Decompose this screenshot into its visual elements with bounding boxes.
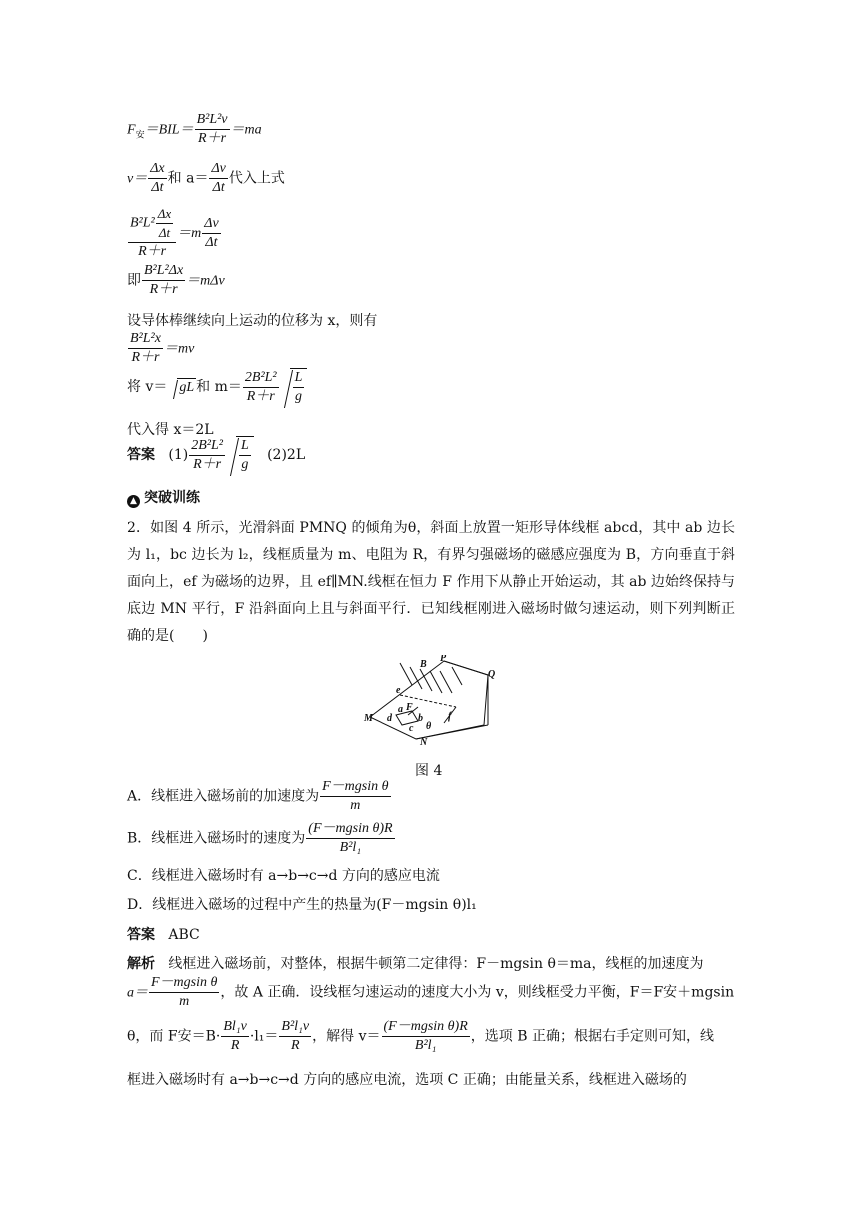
label-c: c bbox=[409, 723, 414, 734]
option-a bbox=[127, 778, 392, 815]
analysis-label: 解析 bbox=[127, 956, 155, 972]
field-arrow bbox=[452, 667, 462, 685]
frac-num bbox=[128, 205, 176, 243]
eq-velocity-def bbox=[127, 160, 285, 197]
frac-den: R bbox=[230, 1038, 240, 1053]
eq-substitute-values bbox=[127, 368, 307, 406]
frac-den: m bbox=[179, 994, 190, 1009]
frac-num: (F－mgsin θ)R bbox=[306, 820, 394, 839]
frac-num: 2B²L² bbox=[243, 369, 279, 388]
frac-den: m bbox=[350, 798, 361, 813]
radicand bbox=[236, 436, 254, 474]
incline-edge bbox=[444, 661, 488, 675]
label-d: d bbox=[387, 713, 392, 724]
fraction bbox=[149, 974, 219, 1011]
frac-den: R bbox=[291, 1038, 300, 1053]
frac-num: 2B²L² bbox=[189, 437, 225, 456]
label-e: e bbox=[396, 685, 401, 696]
eq-text: B²L² bbox=[130, 215, 155, 231]
frac-den: R＋r bbox=[138, 244, 167, 259]
frac-den: Δt bbox=[151, 180, 164, 195]
eq-text: 即 bbox=[127, 272, 141, 289]
frac-num: F－mgsin θ bbox=[320, 778, 390, 797]
fraction bbox=[195, 111, 230, 148]
answer-1 bbox=[127, 436, 305, 474]
analysis-text: ，解得 v＝ bbox=[312, 1028, 381, 1045]
frac-num: B²L²x bbox=[128, 330, 163, 349]
section-title bbox=[127, 487, 200, 508]
option-text: B．线框进入磁场时的速度为 bbox=[127, 830, 306, 847]
fraction bbox=[142, 262, 185, 299]
label-f-force: F bbox=[406, 702, 413, 713]
frac-den: R＋r bbox=[193, 456, 222, 472]
eq-sub: 安 bbox=[135, 130, 145, 141]
frac-den: g bbox=[295, 389, 303, 404]
frac-num: B²l₁v bbox=[279, 1018, 311, 1037]
fraction bbox=[306, 820, 394, 857]
label-b-corner: b bbox=[418, 713, 423, 724]
fraction bbox=[239, 437, 251, 474]
label-m: M bbox=[364, 713, 373, 724]
eq-text: ＝mv bbox=[163, 341, 195, 357]
analysis-line-1 bbox=[127, 954, 704, 974]
eq-text: 和 a＝ bbox=[167, 170, 209, 187]
label-a: a bbox=[398, 704, 403, 715]
question-text: 2．如图 4 所示，光滑斜面 PMNQ 的倾角为θ，斜面上放置一矩形导体线框 abcd，其中 ab 边长为 l₁，bc 边长为 l₂，线框质量为 m、电阻为 R，有界匀强磁场的磁感应强度为 B，方向垂直于斜面向上，ef 为磁场的边界，且 ef∥MN.线框在恒力 F 作用下从静止开始运动，其 ab 边始终保持与底边 MN 平行，F 沿斜面向上且与斜面平行．已知线框刚进入磁场时做匀速运动，则下列判断正确的是( ) bbox=[127, 520, 735, 644]
fraction bbox=[209, 160, 227, 197]
fraction bbox=[221, 1018, 249, 1055]
frac-den: B²l₁ bbox=[339, 840, 362, 855]
eq-text: 代入上式 bbox=[228, 170, 285, 187]
frac-den: B²l₁ bbox=[414, 1038, 437, 1053]
sqrt bbox=[226, 436, 254, 474]
answer-label: 答案 bbox=[127, 447, 155, 463]
derivation-result: 代入得 x＝2L bbox=[127, 422, 214, 438]
frac-den: Δt bbox=[158, 225, 171, 240]
eq-text: 将 v＝ bbox=[127, 379, 168, 395]
frac-den: R＋r bbox=[149, 282, 178, 297]
eq-momentum bbox=[127, 262, 225, 299]
frac-num: Δv bbox=[209, 160, 227, 179]
triangle-icon: ▲ bbox=[127, 495, 140, 508]
label-theta: θ bbox=[426, 721, 432, 732]
analysis-line-2 bbox=[127, 974, 734, 1011]
fraction bbox=[128, 330, 163, 367]
answer-2 bbox=[127, 925, 200, 945]
frac-num: Δx bbox=[148, 160, 166, 179]
frac-den: R＋r bbox=[246, 388, 275, 404]
frac-num: Δx bbox=[156, 205, 173, 224]
frac-den: Δt bbox=[212, 180, 225, 195]
analysis-text: 线框进入磁场前，对整体，根据牛顿第二定律得：F－mgsin θ＝ma，线框的加速度为 bbox=[168, 956, 704, 972]
analysis-text: ·l₁＝ bbox=[249, 1028, 279, 1045]
label-f: f bbox=[448, 711, 452, 722]
fraction bbox=[320, 778, 390, 815]
frac-num: L bbox=[293, 369, 305, 388]
eq-text: ＝BIL＝ bbox=[144, 122, 194, 138]
sqrt bbox=[167, 378, 196, 397]
option-text: A．线框进入磁场前的加速度为 bbox=[127, 788, 320, 805]
eq-substituted bbox=[127, 205, 222, 261]
section-title-text: 突破训练 bbox=[144, 490, 200, 506]
frac-num: B²L²v bbox=[195, 111, 230, 130]
figure-caption: 图 4 bbox=[415, 763, 443, 779]
label-b: B bbox=[420, 659, 427, 670]
eq-ampere-force bbox=[127, 111, 262, 148]
analysis-line-3 bbox=[127, 1018, 714, 1055]
label-n: N bbox=[420, 737, 428, 748]
fraction bbox=[148, 160, 166, 197]
analysis-text: ，故 A 正确．设线框匀速运动的速度大小为 v，则线框受力平衡，F＝F安＋mgsin bbox=[220, 984, 735, 1001]
option-d: D．线框进入磁场的过程中产生的热量为(F－mgsin θ)l₁ bbox=[127, 897, 477, 913]
fraction bbox=[293, 369, 305, 406]
eq-text: 和 m＝ bbox=[196, 379, 242, 395]
eq-text: ＝m bbox=[177, 226, 202, 241]
answer-value: ABC bbox=[168, 927, 200, 943]
radicand bbox=[290, 368, 308, 406]
eq-text: v＝ bbox=[127, 171, 148, 187]
answer-label: 答案 bbox=[127, 927, 155, 943]
fraction bbox=[382, 1018, 470, 1055]
radicand: gL bbox=[179, 379, 195, 395]
eq-displacement bbox=[127, 330, 194, 367]
eq-text: F bbox=[127, 122, 136, 138]
derivation-text: 设导体棒继续向上运动的位移为 x，则有 bbox=[127, 313, 378, 329]
analysis-line-4: 框进入磁场时有 a→b→c→d 方向的感应电流，选项 C 正确；由能量关系，线框进入磁场的 bbox=[127, 1072, 687, 1088]
frac-num: F－mgsin θ bbox=[149, 974, 219, 993]
field-arrow bbox=[400, 663, 412, 685]
label-q: Q bbox=[488, 669, 496, 680]
sqrt bbox=[280, 368, 308, 406]
eq-text: ＝ma bbox=[230, 122, 262, 138]
eq-text: a＝ bbox=[127, 985, 148, 1001]
frac-num: (F－mgsin θ)R bbox=[382, 1018, 470, 1037]
fraction bbox=[128, 205, 176, 261]
frac-den: R＋r bbox=[198, 131, 227, 146]
fraction bbox=[279, 1018, 311, 1055]
frac-num: Bl₁v bbox=[221, 1018, 249, 1037]
fraction bbox=[189, 437, 225, 474]
frac-den: R＋r bbox=[131, 350, 160, 365]
frac-num: Δv bbox=[202, 215, 220, 234]
eq-text: ＝mΔv bbox=[186, 273, 225, 289]
eq-text: (1) bbox=[168, 447, 189, 463]
eq-text: (2)2L bbox=[267, 447, 306, 463]
incline-figure bbox=[360, 655, 520, 750]
frac-num: B²L²Δx bbox=[142, 262, 185, 281]
field-arrow bbox=[440, 671, 452, 693]
label-p: P bbox=[440, 655, 447, 664]
fraction bbox=[202, 215, 220, 252]
frac-num: L bbox=[239, 437, 251, 456]
analysis-text: ，选项 B 正确；根据右手定则可知，线 bbox=[470, 1028, 714, 1045]
option-b bbox=[127, 820, 396, 857]
fraction bbox=[156, 205, 173, 242]
frac-den: Δt bbox=[205, 234, 218, 250]
frac-den: g bbox=[241, 457, 249, 472]
option-c: C．线框进入磁场时有 a→b→c→d 方向的感应电流 bbox=[127, 868, 440, 884]
fraction bbox=[243, 369, 279, 406]
analysis-text: θ，而 F安＝B· bbox=[127, 1028, 221, 1045]
